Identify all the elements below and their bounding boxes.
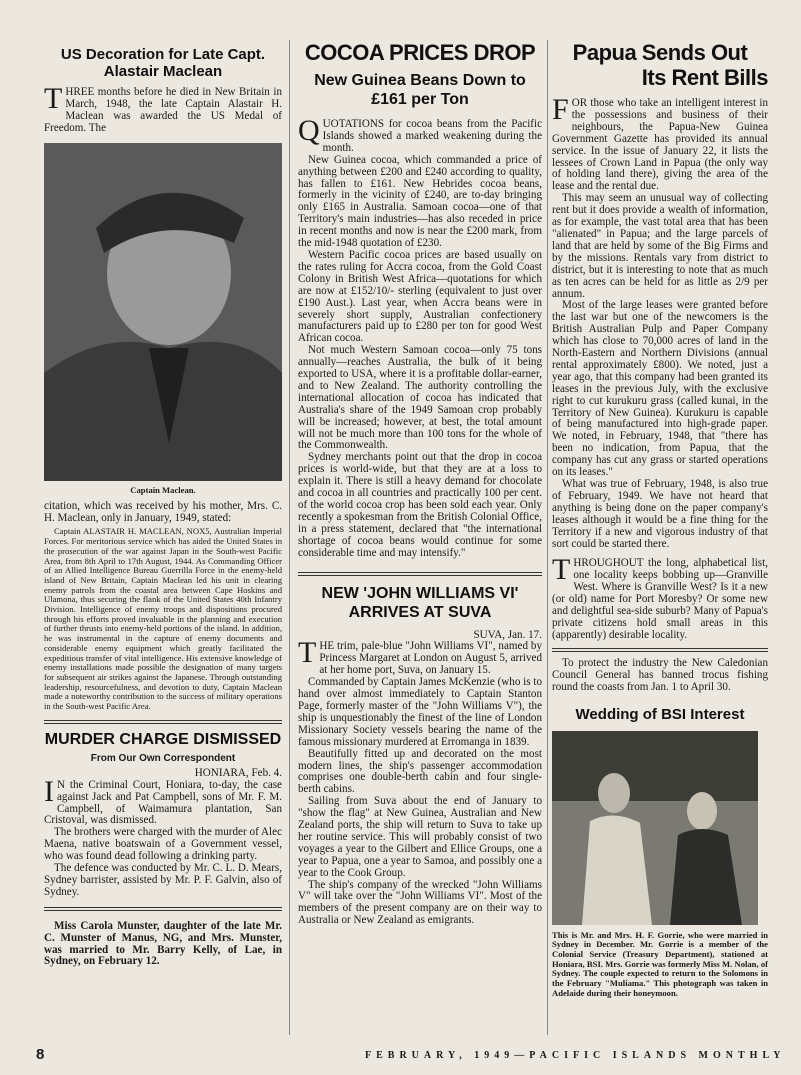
cocoa-paragraph-5: Sydney merchants point out that the drop in cocoa prices is world-wide, but that they are at a loss to explain it. There is still a heavy demand for chocolate and cocoa in all countries and practically 100 per cent. of the world cocoa crop has been sold each year. Only recently a spokesman from the British Colonial Office, in a press statement, declared that "the international shortage of cocoa beans would continue for some considerable time and may intensify." <box>298 451 542 559</box>
murder-headline: MURDER CHARGE DISMISSED <box>44 730 282 748</box>
maclean-continued: citation, which was received by his mother, Mrs. C. H. Maclean, only in January, 1949, stated: <box>44 499 282 524</box>
page-number: 8 <box>36 1046 45 1063</box>
portrait-image <box>44 143 282 481</box>
papua-paragraph-3: Most of the large leases were granted before the last war but one of the newcomers is the British Australian Pulp and Paper Company which has close to 70,000 acres of land in the North-Eastern and Northern Divisions (annual rental approximately £800). We noted, just a year ago, that this company had been granted its leases in the previous July, with the exclusive right to cut kurukuru grass (called kunai, in the Territory of New Guinea). Kurukuru is capable of being manufactured into high-grade paper. We noted, in February, 1948, that "there has been no indication, from Papua, that the company has cut any grass or started operations on its leases." <box>552 299 768 479</box>
murder-paragraph-1: IN the Criminal Court, Honiara, to-day, the case against Jack and Pat Campbell, sons of Mr. F. M. Campbell, of Waimamura plantation, San Cristoval, was dismissed. <box>44 774 282 827</box>
murder-byline: From Our Own Correspondent <box>90 752 236 764</box>
john-williams-paragraph-1: THE trim, pale-blue "John Williams VI", named by Princess Margaret at London on August 5, arrived at her home port, Suva, on January 15. <box>298 636 542 677</box>
section-divider <box>298 572 542 576</box>
cocoa-paragraph-4: Not much Western Samoan cocoa—only 75 tons annually—reaches Australia, the bulk of it being exported to USA, where it is a profitable dollar-earner, and to New Zealand. The authority controlling the international allocation of cocoa has indicated that Australia's share of the 1949 Samoan crop probably will be increased; however, at best, the total amount will not be much more than 100 tons for the whole of the Commonwealth. <box>298 344 542 452</box>
wedding-headline: Wedding of BSI Interest <box>575 705 745 723</box>
murder-paragraph-3: The defence was conducted by Mr. C. L. D. Mears, Sydney barrister, assisted by Mr. P. F. Galvin, also of Sydney. <box>44 862 282 898</box>
page-footer <box>30 1046 786 1066</box>
wedding-couple-image <box>552 731 758 925</box>
column-3 <box>552 40 768 998</box>
munster-notice: Miss Carola Munster, daughter of the late Mr. C. Munster of Manus, NG, and Mrs. Munster, was married to Mr. Barry Kelly, of Lae, in Sydney, on February 12. <box>44 919 282 968</box>
john-williams-dateline: SUVA, Jan. 17. <box>473 628 542 641</box>
papua-paragraph-4: What was true of February, 1948, is also true of February, 1949. We have not heard that anything is being done on the paper company's leases although it would be a fine thing for the Territory if a new and vigorous industry of that sort could be started there. <box>552 478 768 550</box>
wedding-photo <box>552 731 758 925</box>
john-williams-paragraph-5: The ship's company of the wrecked "John Williams V" will take over the "John Williams VI". Most of the members of the present company are on their way to Australia or New Zealand as emigrants. <box>298 878 542 927</box>
column-1 <box>44 40 282 968</box>
john-williams-paragraph-4: Sailing from Suva about the end of January to "show the flag" at New Guinea, Australian and New Zealand ports, the ship will return to Suva to take up her routine service. This will probably consist of two voyages a year to the Gilbert and Ellice Groups, one a year to Papua, one a year to Samoa, and possibly one a year to the Cook Group. <box>298 795 542 879</box>
murder-dateline: HONIARA, Feb. 4. <box>194 766 282 779</box>
maclean-citation: Captain ALASTAIR H. MACLEAN, NOX5, Australian Imperial Forces. For meritorious service which has aided the United States in the prosecution of the war against Japan in the South-west Pacific Area, from 8th April to 17th August, 1944. As Commanding Officer of an Allied Intelligence Bureau Guerrilla Force in the enemy-held island of New Britain, Captain Maclean led his unit in clearing enemy patrols from the coastal area between Cape Hoskins and Ulamona, thus securing the flank of the United States 40th Infantry Division. Intelligence of enemy troops and dispositions procured through his efforts proved invaluable in the planning and execution of further thrusts into enemy-held portions of the island. In addition, he was instrumental in the capture of enemy documents and considerable enemy equipment which greatly facilitated the expeditious transfer of vital intelligence. His extensive knowledge of enemy installations made possible the designation of many targets for subsequent air strikes against the Japanese. Through outstanding leadership, resourcefulness, and devotion to duty, Captain Maclean made a noteworthy contribution to the success of military operations in the South-west Pacific Area. <box>44 526 282 712</box>
section-divider <box>44 907 282 911</box>
papua-paragraph-2: This may seem an unusual way of collecting rent but it does provide a wealth of information, as for example, the vast total area that has been "alienated" in Papua; and the large parcels of land that are held by some of the Big Firms and by the missions. Rentals vary from district to district, but it is interesting to note that as much as ten acres can be held for as little as 2/9 per annum. <box>552 192 768 300</box>
murder-paragraph-2: The brothers were charged with the murder of Alec Maena, native boatswain of a Government vessel, who was found dead following a drinking party. <box>44 826 282 863</box>
papua-paragraph-5: THROUGHOUT the long, alphabetical list, one locality keeps bobbing up—Granville West. Where is Granville West? Is it a new (or old) name for Port Moresby? Or some new and delightful sea-side suburb? Many of Papua's private citizens hold small areas in this (apparently) desirable locality. <box>552 553 768 641</box>
footer-title: FEBRUARY, 1949—PACIFIC ISLANDS MONTHLY <box>365 1050 786 1061</box>
cocoa-paragraph-1: QUOTATIONS for cocoa beans from the Pacific Islands showed a marked weakening during the month. <box>298 114 542 154</box>
maclean-photo <box>44 143 282 481</box>
wedding-caption: This is Mr. and Mrs. H. F. Gorrie, who were married in Sydney in December. Mr. Gorrie is a member of the Colonial Service (Treasury Department), stationed at Honiara, BSI. Mrs. Gorrie was formerly Miss M. Nolan, of Sydney. The couple expected to return to the Solomons in the February "Muliama." This photograph was taken in Adelaide during their honeymoon. <box>552 929 768 998</box>
column-rule <box>289 40 290 1035</box>
john-williams-paragraph-2: Commanded by Captain James McKenzie (who is to hand over almost immediately to Captain Stanton Page, formerly master of the "John Williams V"), the ship is unquestionably the finest of the line of London Missionary Society vessels bearing the name of the famous missionary murdered at Erromanga in 1839. <box>298 676 542 748</box>
maclean-intro: THREE months before he died in New Britain in March, 1948, the late Captain Alastair H. Maclean was awarded the US Medal of Freedom. The <box>44 82 282 134</box>
cocoa-subhead: New Guinea Beans Down to £161 per Ton <box>314 72 526 108</box>
papua-paragraph-6: To protect the industry the New Caledonian Council General has banned trocus fishing round the coasts from Jan. 1 to April 30. <box>552 656 768 693</box>
maclean-photo-caption: Captain Maclean. <box>130 484 196 495</box>
cocoa-paragraph-2: New Guinea cocoa, which commanded a price of anything between £200 and £240 according to quality, has fallen to £161. New Hebrides cocoa beans, formerly in the vicinity of £240, are to-day bringing only £165 in Australia. Samoan cocoa—one of that Territory's main industries—has also receded in price in recent months and now is near the £200 mark, from the mid-1948 quotation of £230. <box>298 153 542 250</box>
column-rule <box>547 40 548 1035</box>
papua-headline-line-2: Its Rent Bills <box>641 65 768 90</box>
column-2 <box>298 40 542 927</box>
papua-paragraph-1: FOR those who take an intelligent interest in the possessions and business of their neighbours, the Papua-New Guinea Government Gazette has provided its annual service. In the issue of January 22, it lists the lessees of Crown Land in Papua (the only way of holding land there), giving the area of the lease and the rental due. <box>552 93 768 193</box>
section-divider <box>552 648 768 652</box>
maclean-headline: US Decoration for Late Capt. Alastair Maclean <box>60 46 266 80</box>
papua-headline-line-1: Papua Sends Out <box>572 40 748 65</box>
cocoa-headline: COCOA PRICES DROP <box>304 40 536 65</box>
section-divider <box>44 720 282 724</box>
john-williams-headline: NEW 'JOHN WILLIAMS VI' ARRIVES AT SUVA <box>321 584 519 621</box>
john-williams-paragraph-3: Beautifully fitted up and decorated on the most modern lines, the ship's passenger accommodation comprises one double-berth cabin and four single-berth cabins. <box>298 747 542 796</box>
cocoa-paragraph-3: Western Pacific cocoa prices are based usually on the rates ruling for Accra cocoa, from the Gold Coast Colony in British West Africa—quotations for which are now at £152/10/- sterling (equivalent to just over £190 Aust.). Last year, when Accra beans were in severely short supply, Australian confectionery manufacturers paid up to £280 per ton for good West African cocoa. <box>298 248 542 345</box>
